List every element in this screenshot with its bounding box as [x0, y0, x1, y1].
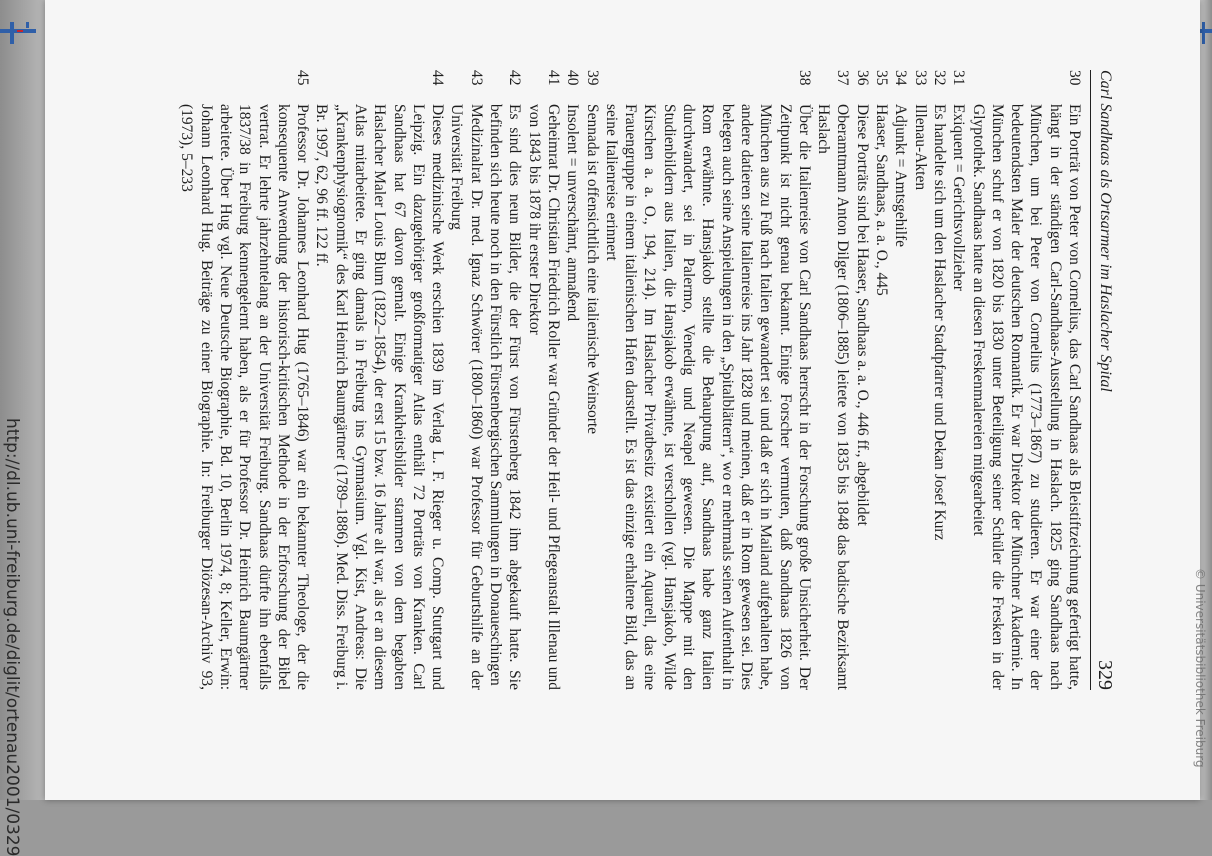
footnote-number: 31	[950, 70, 968, 86]
footnote-text: Adjunkt = Amtsgehilfe	[892, 104, 910, 248]
footnote-number: 43	[467, 70, 485, 86]
footnote-number: 39	[583, 70, 601, 86]
footnotes-list	[177, 70, 1084, 690]
footnote-text: Diese Porträts sind bei Haaser, Sandhaas a. a. O., 446 ff., abgebildet	[853, 104, 871, 526]
footnote-item	[524, 70, 563, 690]
footnote-number: 37	[834, 70, 852, 86]
rotated-page-content	[178, 70, 1116, 690]
page-number: 329	[1094, 660, 1116, 690]
url-watermark: http://dl.ub.uni-freiburg.de/diglit/ortenau2001/0329	[2, 418, 22, 856]
footnote-text: Es sind dies neun Bilder, die der Fürst von Fürstenberg 1842 ihm abgekauft hatte. Sie befinden sich heute noch in den Fürstlich Fürstenbergischen Sammlungen in Donaueschingen	[487, 104, 524, 690]
footnote-number: 30	[1066, 70, 1083, 86]
footnote-item	[891, 70, 910, 690]
library-logo-icon	[0, 18, 36, 48]
footnote-item	[852, 70, 871, 690]
footnote-text: Exiquent = Gerichtsvollzieher	[950, 104, 968, 291]
footnote-item	[447, 70, 486, 690]
footnote-item	[602, 70, 814, 690]
footnote-item	[486, 70, 525, 690]
footnote-item	[814, 70, 853, 690]
footnote-item	[312, 70, 447, 690]
footnote-text: Oberamtmann Anton Dilger (1806–1885) leitete von 1835 bis 1848 das badische Bezirksamt Haslach	[815, 104, 852, 690]
footnote-number: 34	[892, 70, 910, 86]
footnote-text: Insolent = unverschämt, anmaßend	[564, 104, 582, 322]
footnote-number: 42	[506, 70, 524, 86]
footnote-item	[872, 70, 891, 690]
footnote-text: Illenau-Akten	[911, 104, 929, 191]
footnote-text: Dieses medizinische Werk erschien 1839 im Verlag L. F. Rieger u. Comp. Stuttgart und Leipzig. Ein dazugehöriger großformatiger Atlas enthält 72 Porträts von Kranken. Carl Sandhaas hat 67 davon gemalt. Einige Krankheitsbilder stammen von dem begabten Haslacher Maler Louis Blum (1822–1854), der erst 15 bzw. 16 Jahre alt war, als er an diesem Atlas mitarbeitete. Er ging damals in Freiburg ins Gymnasium. Vgl. Kist, Andreas: Die „Krankenphysiognomik“ des Karl Heinrich Baumgärtner (1789–1886). Med. Diss. Freiburg i. Br. 1997, 62, 96 ff. 122 ff.	[313, 104, 447, 690]
footnote-number: 35	[873, 70, 891, 86]
footnote-item	[930, 70, 949, 690]
footnote-text: Es handelte sich um den Haslacher Stadtpfarrer und Dekan Josef Kurz	[930, 104, 948, 541]
running-head	[1090, 70, 1115, 690]
footnote-text: Über die Italienreise von Carl Sandhaas herrscht in der Forschung große Unsicherheit. Der Zeitpunkt ist nicht genau bekannt. Einige Forscher vermuten, daß Sandhaas 1826 von München aus zu Fuß nach Italien gewandert sei und daß er sich in Mailand aufgehalten habe, andere datieren seine Italienreise ins Jahr 1828 und meinen, daß er in Rom gewesen sei. Dies belegen auch seine Anspielungen in den „Spitalblättern“, wo er mehrmals seinen Aufenthalt in Rom erwähnte. Hansjakob stellte die Behauptung auf, Sandhaas habe ganz Italien durchwandert, sei in Palermo, Venedig und Neapel gewesen. Die Mappe mit den Studienbildern aus Italien, die Hansjakob erwähnte, ist verschollen (vgl. Hansjakob, Wilde Kirschen a. a. O., 194, 214). Im Haslacher Privatbesitz existiert ein Aquarell, das eine Frauengruppe in einem italienischen Hafen darstellt. Es ist das einzige erhaltene Bild, das an seine Italienreise erinnert	[602, 104, 813, 690]
footnote-item	[949, 70, 968, 690]
footnote-item	[582, 70, 601, 690]
footnote-text: Professor Dr. Johannes Leonhard Hug (1765–1846) war ein bekannter Theologe, der die konsequente Anwendung der historisch-kritischen Methode in der Erforschung der Bibel vertrat. Er lehrte jahrzehntelang an der Universität Freiburg. Sandhaas dürfte ihn ebenfalls 1837/38 in Freiburg kennengelernt haben, als er für Professor Dr. Heinrich Baumgärtner arbeitete. Über Hug vgl. Neue Deutsche Biographie, Bd. 10, Berlin 1974, 8; Keller, Erwin: Johann Leonhard Hug. Beiträge zu einer Biographie. In: Freiburger Diözesan-Archiv 93, (1973), 5–233	[178, 104, 312, 690]
footnote-text: Haaser, Sandhaas, a. a. O., 445	[873, 104, 891, 296]
footnote-number: 44	[429, 70, 447, 86]
footnote-number: 45	[294, 70, 312, 86]
footnote-number: 41	[544, 70, 562, 86]
footnote-number: 40	[564, 70, 582, 86]
footnote-text: Geheimrat Dr. Christian Friedrich Roller war Gründer der Heil- und Pflegeanstalt Illenau und von 1843 bis 1878 ihr erster Direktor	[525, 104, 562, 690]
footnote-text: Sennada ist offensichtlich eine italienische Weinsorte	[583, 104, 601, 435]
footnote-item	[563, 70, 582, 690]
footnote-number: 33	[911, 70, 929, 86]
footnote-number: 32	[930, 70, 948, 86]
footnote-item	[910, 70, 929, 690]
edge-watermark: © Universitätsbibliothek Freiburg	[1193, 568, 1207, 768]
running-head-title: Carl Sandhaas als Ortsarmer im Haslacher Spital	[1097, 70, 1114, 392]
footnote-item	[968, 70, 1084, 690]
footnote-number: 36	[853, 70, 871, 86]
footnote-item	[177, 70, 312, 690]
footnote-text: Medizinalrat Dr. med. Ignaz Schwörer (1800–1860) war Professor für Geburtshilfe an der Universität Freiburg	[448, 104, 485, 690]
footnote-number: 38	[795, 70, 813, 86]
footnote-text: Ein Porträt von Peter von Cornelius, das Carl Sandhaas als Bleistiftzeichnung gefertigt hatte, hängt in der ständigen Carl-Sandhaas-Ausstellung in Haslach. 1825 ging Sandhaas nach München, um bei Peter von Cornelius (1773–1867) zu studieren. Er war einer der bedeutendsten Maler der deutschen Romantik. Er war Direktor der Münchner Akademie. In München schuf er von 1820 bis 1830 unter Beteiligung seiner Schüler die Fresken in der Glyptothek. Sandhaas hatte an diesen Freskenmalereien mitgearbeitet	[969, 104, 1083, 690]
